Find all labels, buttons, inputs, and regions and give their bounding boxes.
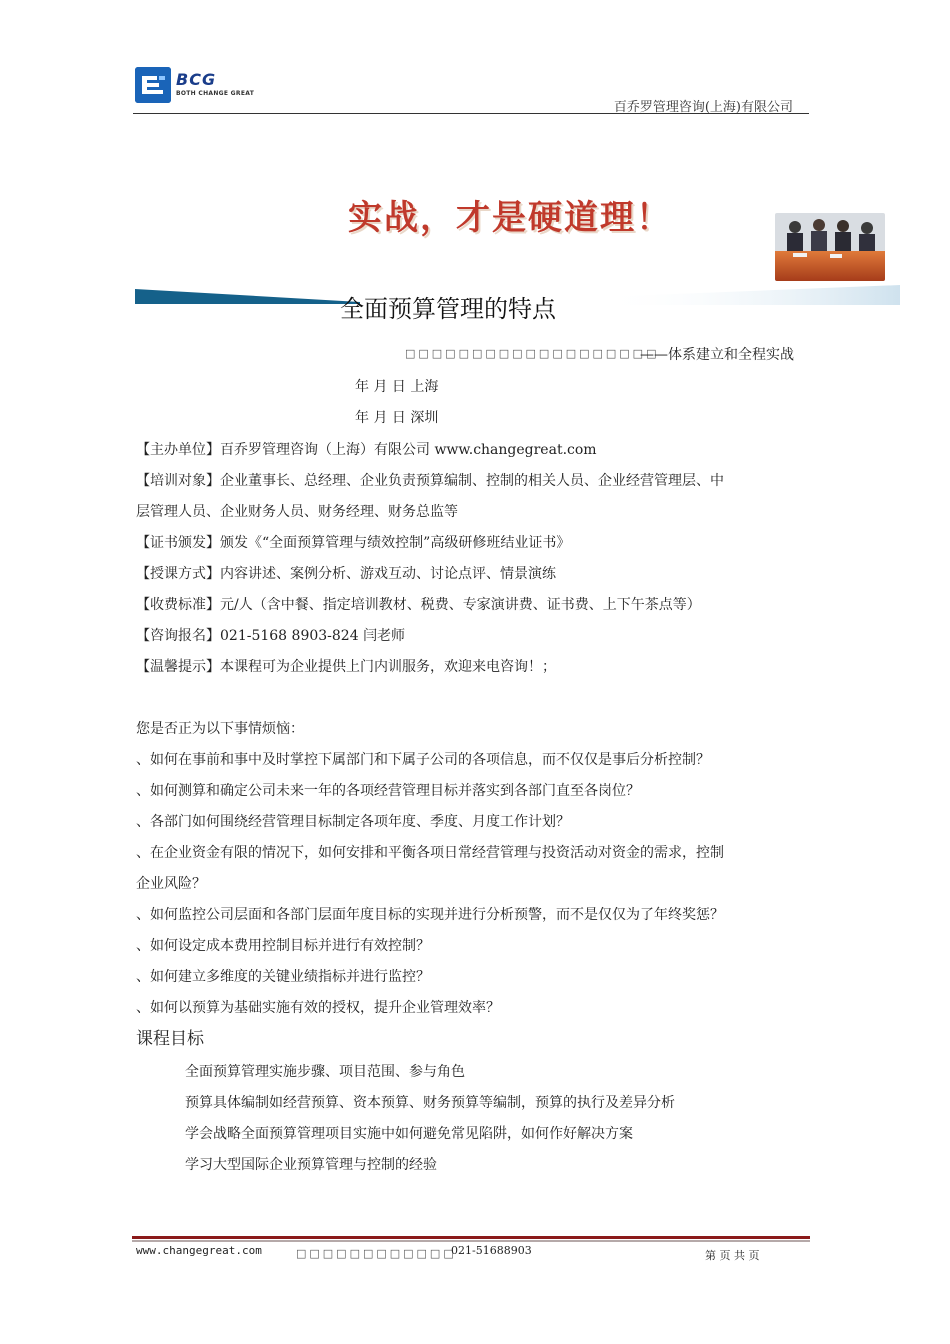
- footer-page-number: 第 页 共 页: [705, 1249, 760, 1262]
- info-text: 内容讲述、案例分析、游戏互动、讨论点评、情景演练: [220, 566, 556, 582]
- footer-spacer: □□□□□□□□□□□□: [296, 1247, 457, 1260]
- goal-item: 预算具体编制如经营预算、资本预算、财务预算等编制，预算的执行及差异分析: [185, 1095, 675, 1111]
- concern-item: 、如何监控公司层面和各部门层面年度目标的实现并进行分析预警，而不是仅仅为了年终奖惩？: [136, 907, 724, 923]
- info-certificate: [136, 533, 570, 553]
- footer-divider: [132, 1236, 810, 1239]
- concern-item: 、如何在事前和事中及时掌控下属部门和下属子公司的各项信息，而不仅仅是事后分析控制？: [136, 752, 710, 768]
- info-organizer: [136, 440, 597, 460]
- spacer-placeholders: □□□□□□□□□□□□□□□□□□□: [405, 347, 660, 360]
- concern-item: 、如何测算和确定公司未来一年的各项经营管理目标并落实到各部门直至各岗位？: [136, 783, 640, 799]
- footer-website: www.changegreat.com: [136, 1244, 262, 1257]
- bcg-logo-icon: [135, 67, 171, 103]
- info-text: 元/人（含中餐、指定培训教材、税费、专家演讲费、证书费、上下午茶点等）: [220, 597, 701, 613]
- logo-subtitle: BOTH CHANGE GREAT: [176, 90, 255, 97]
- concern-item: 、在企业资金有限的情况下，如何安排和平衡各项日常经营管理与投资活动对资金的需求，控制: [136, 845, 724, 861]
- info-label: 【温馨提示】: [136, 659, 220, 675]
- concern-item: 、如何建立多维度的关键业绩指标并进行监控？: [136, 969, 430, 985]
- goal-item: 学习大型国际企业预算管理与控制的经验: [185, 1157, 437, 1173]
- info-label: 【咨询报名】: [136, 628, 220, 644]
- info-contact: [136, 626, 405, 646]
- info-method: [136, 564, 556, 584]
- concern-item: 、各部门如何围绕经营管理目标制定各项年度、季度、月度工作计划？: [136, 814, 570, 830]
- title-band-left: [135, 289, 360, 304]
- logo-text: BCG: [176, 70, 217, 89]
- goal-item: 学会战略全面预算管理项目实施中如何避免常见陷阱，如何作好解决方案: [185, 1126, 633, 1142]
- course-subtitle: ——体系建立和全程实战: [640, 347, 794, 363]
- info-label: 【授课方式】: [136, 566, 220, 582]
- goals-heading: 课程目标: [136, 1029, 204, 1049]
- concern-item: 、如何以预算为基础实施有效的授权，提升企业管理效率？: [136, 1000, 500, 1016]
- info-text: 百乔罗管理咨询（上海）有限公司 www.changegreat.com: [220, 442, 597, 458]
- company-logo: [135, 67, 171, 103]
- course-title: 全面预算管理的特点: [340, 295, 556, 323]
- info-audience: [136, 471, 724, 491]
- course-date-shenzhen: 年 月 日 深圳: [355, 410, 439, 426]
- info-audience-cont: [136, 502, 458, 522]
- info-text: 本课程可为企业提供上门内训服务，欢迎来电咨询！；: [220, 659, 556, 675]
- info-text: 企业董事长、总经理、企业负责预算编制、控制的相关人员、企业经营管理层、中: [220, 473, 724, 489]
- info-label: 【主办单位】: [136, 442, 220, 458]
- info-text: 层管理人员、企业财务人员、财务经理、财务总监等: [136, 504, 458, 520]
- info-text: 021-5168 8903-824 闫老师: [220, 628, 406, 644]
- header-divider: [133, 113, 809, 114]
- footer-phone: 021-51688903: [451, 1244, 532, 1257]
- banner-slogan: 实战，才是硬道理！: [348, 198, 672, 238]
- concern-item: 企业风险？: [136, 876, 206, 892]
- goal-item: 全面预算管理实施步骤、项目范围、参与角色: [185, 1064, 465, 1080]
- info-label: 【证书颁发】: [136, 535, 220, 551]
- concerns-intro: 您是否正为以下事情烦恼：: [136, 721, 304, 737]
- title-band-right: [600, 285, 900, 305]
- info-fee: [136, 595, 701, 615]
- header-company-name: 百乔罗管理咨询(上海)有限公司: [613, 100, 793, 115]
- info-text: 颁发《“全面预算管理与绩效控制”高级研修班结业证书》: [220, 535, 571, 551]
- course-date-shanghai: 年 月 日 上海: [355, 379, 439, 395]
- info-label: 【培训对象】: [136, 473, 220, 489]
- footer-divider-secondary: [132, 1240, 810, 1242]
- info-tip: [136, 657, 556, 677]
- info-label: 【收费标准】: [136, 597, 220, 613]
- concern-item: 、如何设定成本费用控制目标并进行有效控制？: [136, 938, 430, 954]
- meeting-photo: [775, 213, 885, 281]
